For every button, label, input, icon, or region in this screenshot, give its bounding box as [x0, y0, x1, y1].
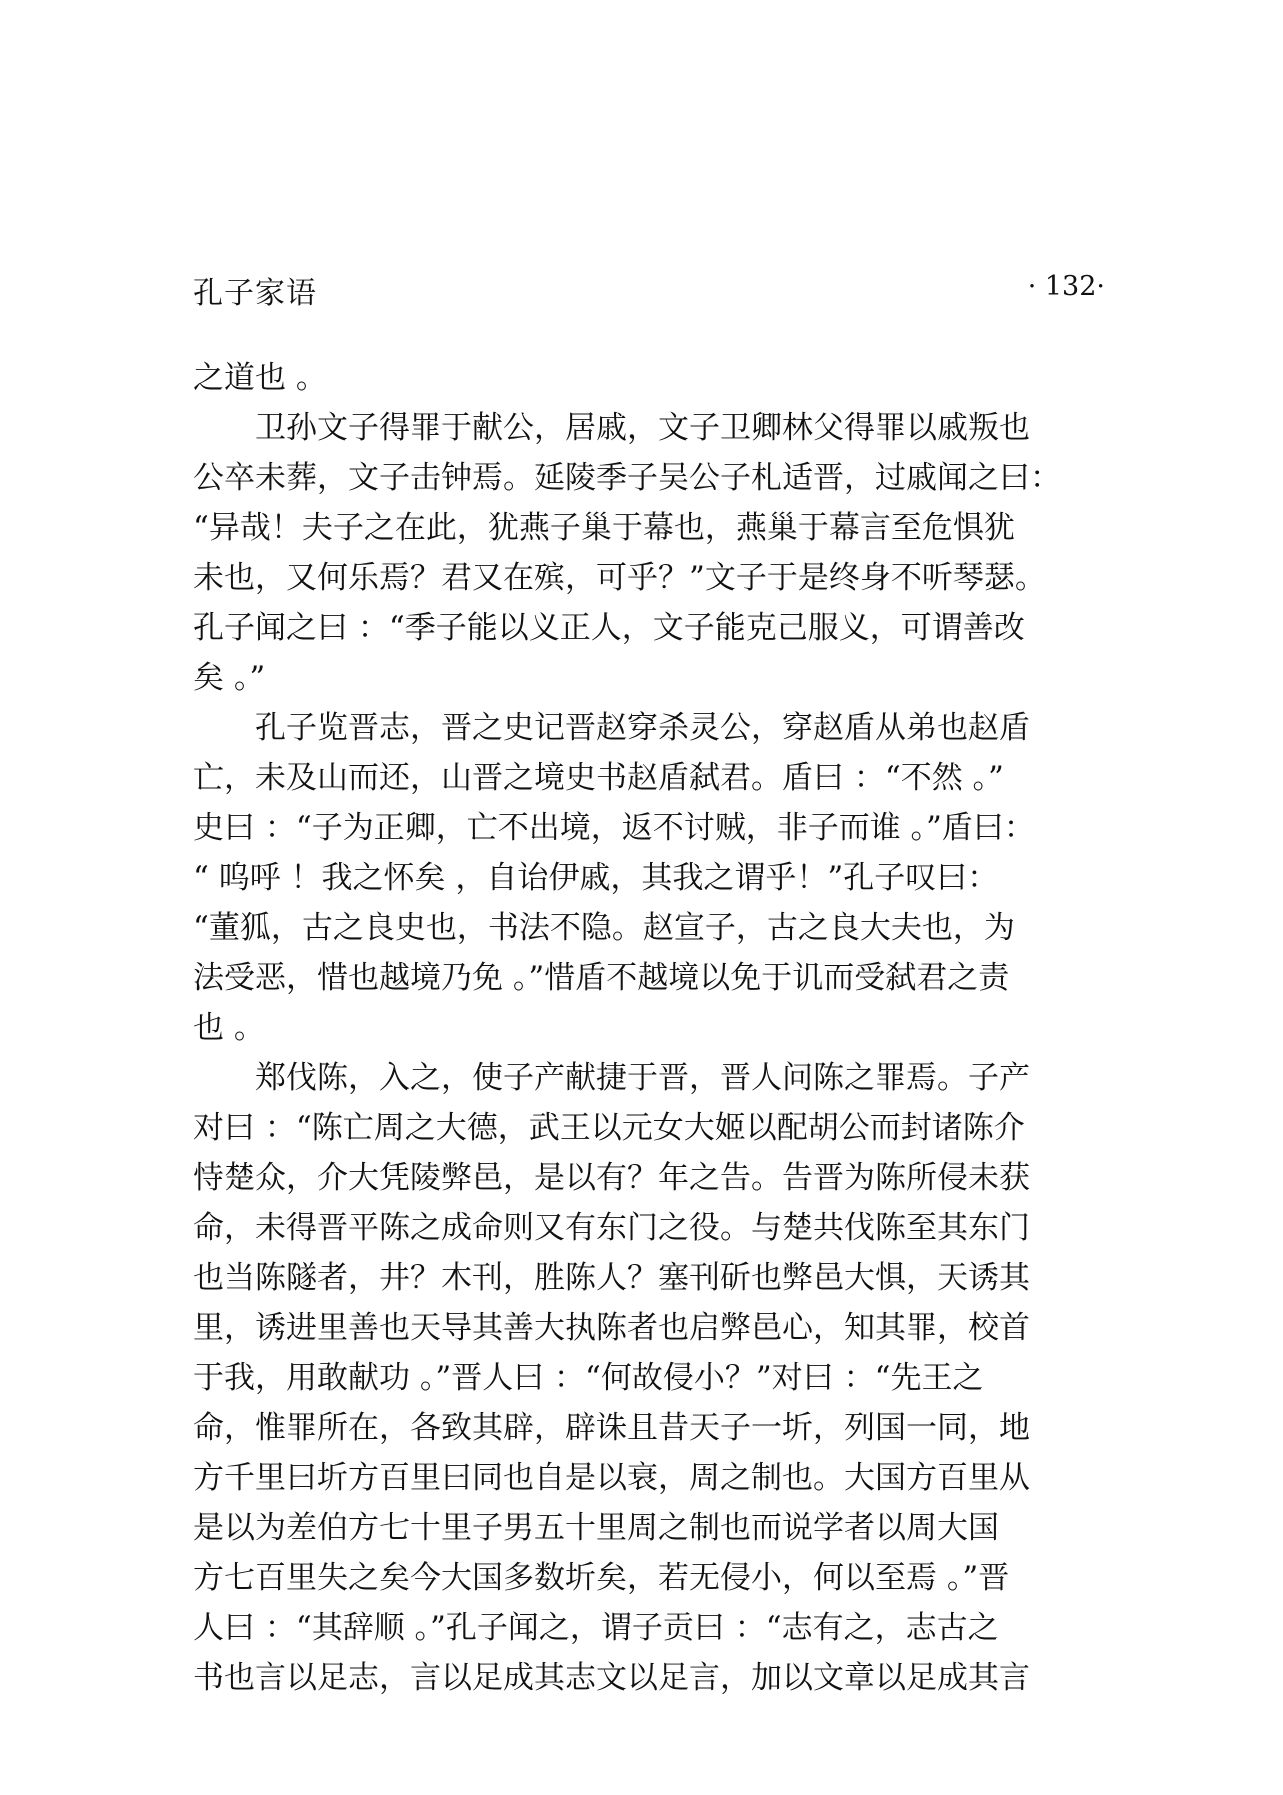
text-line: 方千里曰圻方百里曰同也自是以衰，周之制也。大国方百里从: [193, 1460, 1030, 1496]
text-line: 公卒未葬，文子击钟焉。延陵季子吴公子札适晋，过戚闻之曰：: [193, 460, 1061, 496]
text-line: 孔子览晋志，晋之史记晋赵穿杀灵公，穿赵盾从弟也赵盾: [193, 710, 1030, 746]
text-line: 也当陈隧者，井？木刊，胜陈人？塞刊斫也弊邑大惧，天诱其: [193, 1260, 1030, 1296]
text-line: “ 呜呼 ！我之怀矣 ，自诒伊戚，其我之谓乎！”孔子叹曰：: [193, 860, 999, 896]
text-line: 郑伐陈，入之，使子产献捷于晋，晋人问陈之罪焉。子产: [193, 1060, 1030, 1096]
text-line: 亡，未及山而还，山晋之境史书赵盾弑君。盾曰 ：“不然 。”: [193, 760, 1004, 796]
body-text: [193, 353, 1093, 1703]
text-line: 矣 。”: [193, 660, 266, 696]
text-line: 对曰 ：“陈亡周之大德，武王以元女大姬以配胡公而封诸陈介: [193, 1110, 1025, 1146]
text-line: 命，惟罪所在，各致其辟，辟诛且昔天子一圻，列国一同，地: [193, 1410, 1030, 1446]
text-line: 方七百里失之矣今大国多数圻矣，若无侵小，何以至焉 。”晋: [193, 1560, 1010, 1596]
text-line: 史曰 ：“子为正卿，亡不出境，返不讨贼，非子而谁 。”盾曰：: [193, 810, 1035, 846]
text-line: 于我，用敢献功 。”晋人曰 ：“何故侵小？”对曰 ：“先王之: [193, 1360, 984, 1396]
text-line: 书也言以足志，言以足成其志文以足言，加以文章以足成其言: [193, 1660, 1030, 1696]
text-line: 卫孙文子得罪于献公，居戚，文子卫卿林父得罪以戚叛也: [193, 410, 1030, 446]
text-line: 未也，又何乐焉？君又在殡，可乎？”文子于是终身不听琴瑟。: [193, 560, 1046, 596]
text-line: “异哉！夫子之在此，犹燕子巢于幕也，燕巢于幕言至危惧犹: [193, 510, 1015, 546]
text-line: 是以为差伯方七十里子男五十里周之制也而说学者以周大国: [193, 1510, 999, 1546]
text-line: 命，未得晋平陈之成命则又有东门之役。与楚共伐陈至其东门: [193, 1210, 1030, 1246]
text-line: 之道也 。: [193, 360, 327, 396]
page-number: · 132·: [1027, 271, 1105, 302]
text-line: 人曰 ：“其辞顺 。”孔子闻之，谓子贡曰 ：“志有之，志古之: [193, 1610, 999, 1646]
text-line: 恃楚众，介大凭陵弊邑，是以有？年之告。告晋为陈所侵未获: [193, 1160, 1030, 1196]
text-line: 也 。: [193, 1010, 265, 1046]
text-line: 里，诱进里善也天导其善大执陈者也启弊邑心，知其罪，校首: [193, 1310, 1030, 1346]
running-header-title: 孔子家语: [193, 276, 317, 311]
text-line: 孔子闻之曰 ：“季子能以义正人，文子能克己服义，可谓善改: [193, 610, 1025, 646]
text-line: “董狐，古之良史也，书法不隐。赵宣子，古之良大夫也，为: [193, 910, 1015, 946]
text-line: 法受恶，惜也越境乃免 。”惜盾不越境以免于讥而受弑君之责: [193, 960, 1010, 996]
